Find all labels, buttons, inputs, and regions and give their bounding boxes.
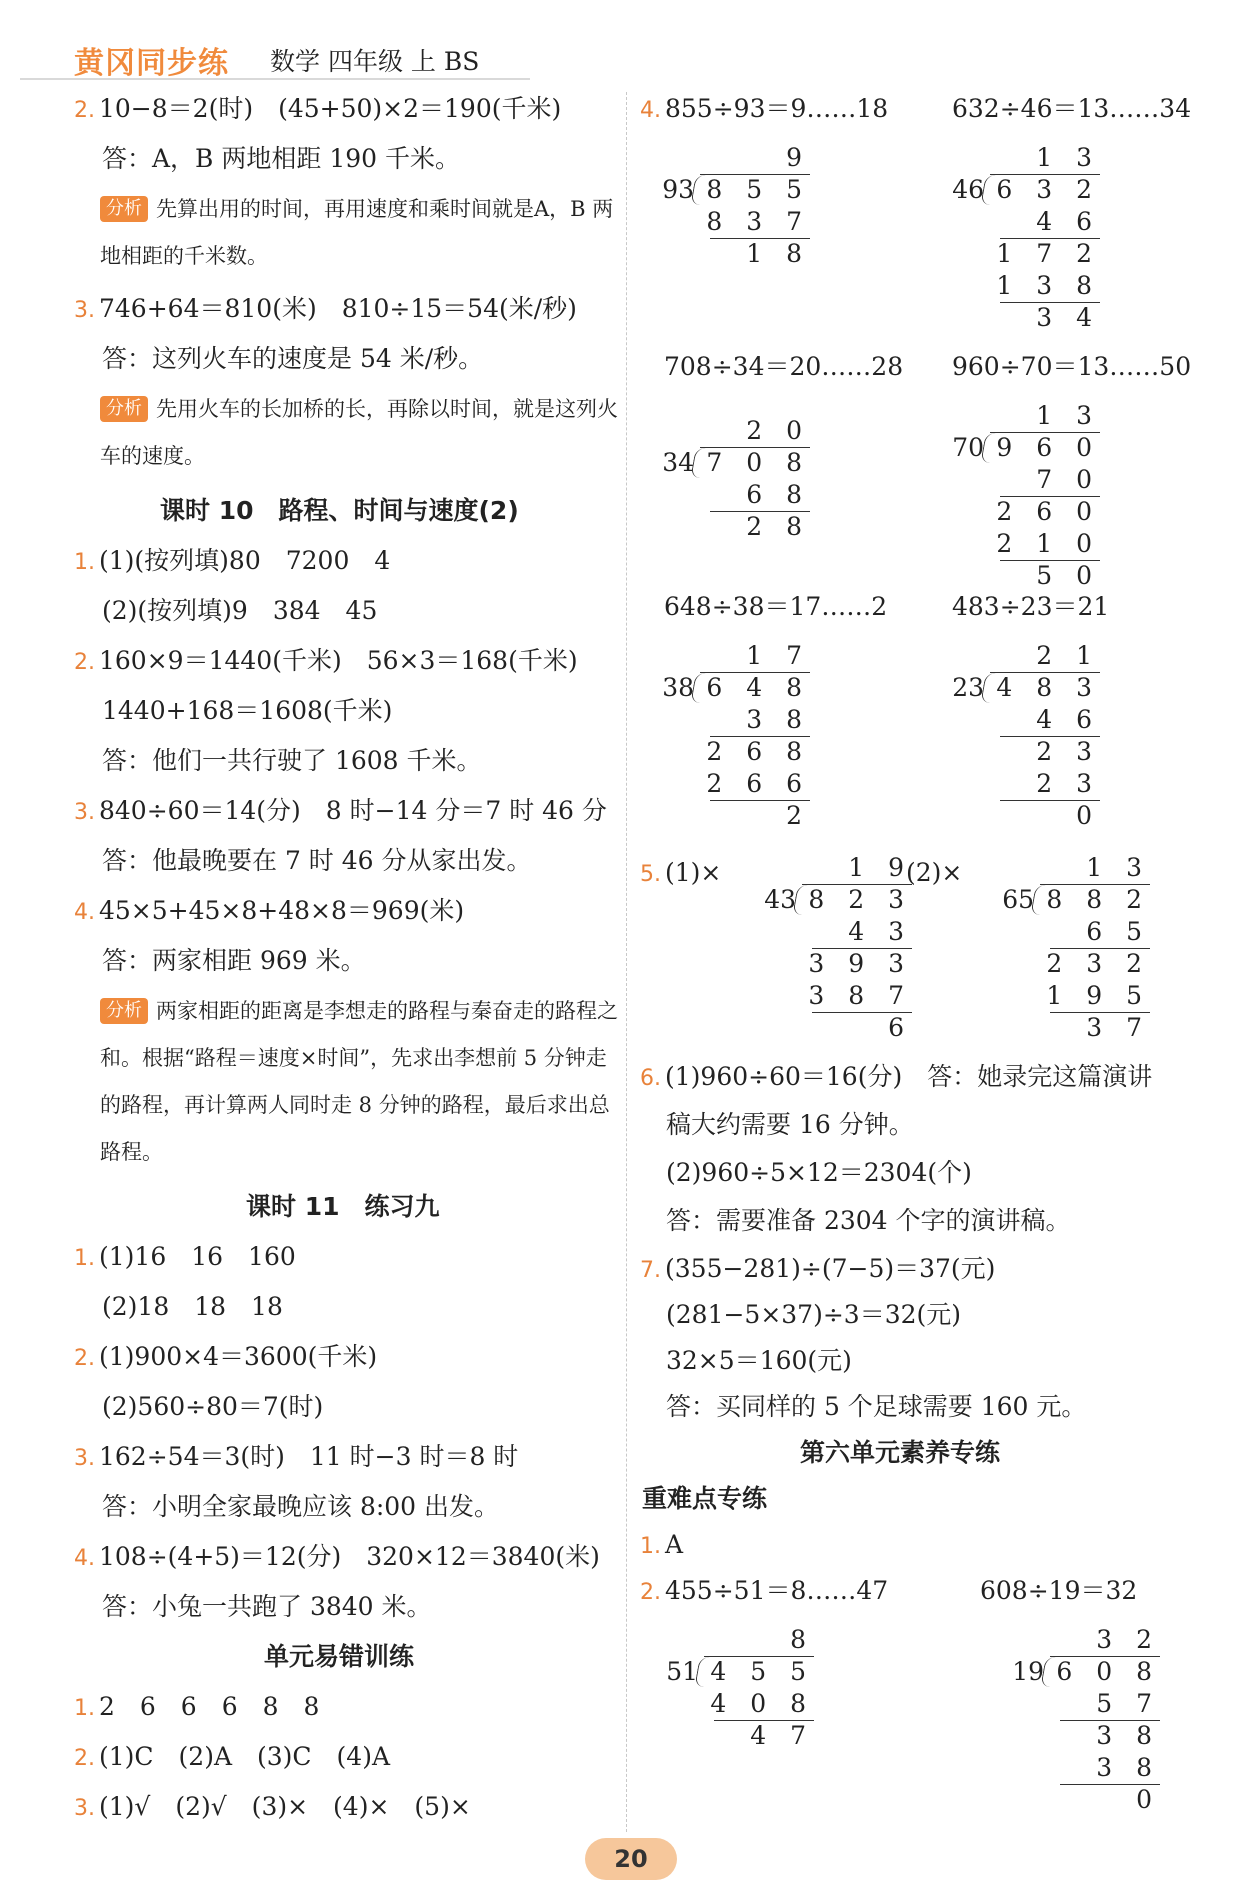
unit-error-heading: 单元易错训练 — [264, 1642, 415, 1671]
item-number: 3. — [74, 1446, 95, 1471]
answer-2 — [640, 1574, 888, 1610]
answer-text: (1)(按列填)80 7200 4 — [99, 546, 391, 575]
brand-logo: 黄冈同步练 — [74, 46, 229, 81]
dividend: 4 5 5 — [710, 1657, 814, 1686]
quotient: 3 2 — [1096, 1625, 1160, 1654]
answer-text: 2 6 6 6 8 8 — [99, 1692, 320, 1721]
remainder: 6 — [888, 1013, 912, 1042]
lesson-heading-11: 课时 11 练习九 — [246, 1192, 440, 1221]
answer-text: 746+64＝810(米) 810÷15＝54(米/秒) — [99, 294, 577, 323]
answer-text: (2)18 18 18 — [102, 1292, 283, 1321]
analysis-box — [100, 186, 620, 280]
answer-text: 答：这列火车的速度是 54 米/秒。 — [102, 344, 484, 373]
dividend: 7 0 8 — [706, 448, 810, 477]
quotient: 2 1 — [1036, 641, 1100, 670]
answer-1 — [74, 544, 390, 580]
judgement: (1)× — [665, 858, 722, 887]
answer-1 — [74, 1240, 296, 1276]
equation: 483÷23＝21 — [952, 592, 1110, 621]
equation: 608÷19＝32 — [980, 1576, 1138, 1605]
answer-text: 答：A，B 两地相距 190 千米。 — [102, 144, 460, 173]
item-number: 1. — [640, 1534, 661, 1559]
divisor: 34 — [662, 448, 694, 477]
analysis-box — [100, 988, 620, 1176]
remainder: 1 8 — [746, 239, 810, 268]
answer-2 — [74, 644, 578, 680]
dividend: 8 5 5 — [706, 175, 810, 204]
remainder: 1 7 2 — [996, 239, 1100, 268]
answer-3 — [74, 1790, 471, 1826]
answer-text: (1)C (2)A (3)C (4)A — [99, 1742, 391, 1771]
answer-2 — [74, 92, 561, 128]
quotient: 1 9 — [848, 853, 912, 882]
divisor: 23 — [952, 673, 984, 702]
answer-text: 108÷(4+5)＝12(分) 320×12＝3840(米) — [99, 1542, 600, 1571]
subtrahend: 4 6 — [1036, 705, 1100, 734]
answer-text: 10−8＝2(时) (45+50)×2＝190(千米) — [99, 94, 562, 123]
divisor: 38 — [662, 673, 694, 702]
subtrahend: 3 8 7 — [808, 981, 912, 1010]
quotient: 2 0 — [746, 416, 810, 445]
answer-2 — [74, 1740, 390, 1776]
judgement: (2)× — [906, 858, 963, 887]
remainder: 4 7 — [750, 1721, 814, 1750]
subtrahend: 3 8 — [746, 705, 810, 734]
remainder: 0 — [1076, 801, 1100, 830]
unit-six-heading: 第六单元素养专练 — [800, 1438, 1001, 1467]
analysis-box — [100, 386, 620, 480]
subtrahend: 2 1 0 — [996, 529, 1100, 558]
divisor: 70 — [952, 433, 984, 462]
dividend: 6 3 2 — [996, 175, 1100, 204]
answer-text: (2)960÷5×12＝2304(个) — [666, 1158, 972, 1187]
answer-text: (1)960÷60＝16(分) 答：她录完这篇演讲 — [665, 1062, 1153, 1091]
remainder: 2 8 — [746, 512, 810, 541]
answer-text: 答：小兔一共跑了 3840 米。 — [102, 1592, 432, 1621]
answer-4 — [74, 894, 464, 930]
equation: 632÷46＝13……34 — [952, 94, 1192, 123]
answer-7 — [640, 1252, 995, 1288]
analysis-tag: 分析 — [100, 196, 148, 222]
remainder: 2 6 8 — [706, 737, 810, 766]
item-number: 2. — [74, 1746, 95, 1771]
remainder: 5 0 — [1036, 561, 1100, 590]
item-number: 5. — [640, 862, 661, 887]
answer-3 — [74, 292, 577, 328]
subtrahend: 4 3 — [848, 917, 912, 946]
answer-text: (1)16 16 160 — [99, 1242, 296, 1271]
answer-text: 1440+168＝1608(千米) — [102, 696, 393, 725]
divisor: 93 — [662, 175, 694, 204]
item-number: 4. — [74, 1546, 95, 1571]
answer-text: 32×5＝160(元) — [666, 1346, 852, 1375]
divisor: 19 — [1012, 1657, 1044, 1686]
item-number: 3. — [74, 298, 95, 323]
remainder: 3 8 — [1096, 1721, 1160, 1750]
equation: 708÷34＝20……28 — [664, 352, 904, 381]
subtrahend: 2 3 — [1036, 769, 1100, 798]
analysis-tag: 分析 — [100, 396, 148, 422]
answer-5 — [640, 856, 721, 892]
remainder: 2 3 — [1036, 737, 1100, 766]
item-number: 2. — [74, 1346, 95, 1371]
analysis-text: 先用火车的长加桥的长，再除以时间，就是这列火车的速度。 — [100, 397, 618, 468]
answer-3 — [74, 794, 607, 830]
equation: 455÷51＝8……47 — [665, 1576, 889, 1605]
answer-text: 45×5+45×8+48×8＝969(米) — [99, 896, 465, 925]
dividend: 6 4 8 — [706, 673, 810, 702]
remainder: 2 3 2 — [1046, 949, 1150, 978]
answer-text: 答：需要准备 2304 个字的演讲稿。 — [666, 1206, 1071, 1235]
quotient: 1 3 — [1036, 143, 1100, 172]
subtrahend: 5 7 — [1096, 1689, 1160, 1718]
column-divider — [626, 92, 627, 1832]
remainder: 3 7 — [1086, 1013, 1150, 1042]
item-number: 2. — [74, 98, 95, 123]
equation: 960÷70＝13……50 — [952, 352, 1192, 381]
item-number: 6. — [640, 1066, 661, 1091]
subject-title: 数学 四年级 上 BS — [270, 47, 480, 76]
subtrahend: 1 9 5 — [1046, 981, 1150, 1010]
quotient: 9 — [786, 143, 810, 172]
answer-text: 答：买同样的 5 个足球需要 160 元。 — [666, 1392, 1087, 1421]
quotient: 1 3 — [1086, 853, 1150, 882]
quotient: 8 — [790, 1625, 814, 1654]
item-number: 2. — [640, 1580, 661, 1605]
remainder: 2 6 0 — [996, 497, 1100, 526]
subtrahend: 4 6 — [1036, 207, 1100, 236]
page-number: 20 — [585, 1838, 677, 1880]
quotient: 1 7 — [746, 641, 810, 670]
answer-text: 840÷60＝14(分) 8 时−14 分＝7 时 46 分 — [99, 796, 607, 825]
item-number: 4. — [74, 900, 95, 925]
answer-text: 答：他们一共行驶了 1608 千米。 — [102, 746, 482, 775]
subtrahend: 7 0 — [1036, 465, 1100, 494]
divisor: 46 — [952, 175, 984, 204]
lesson-heading-10: 课时 10 路程、时间与速度(2) — [160, 496, 519, 525]
answer-text: (1)900×4＝3600(千米) — [99, 1342, 378, 1371]
analysis-text: 两家相距的距离是李想走的路程与秦奋走的路程之和。根据“路程＝速度×时间”，先求出李想前 5 分钟走的路程，再计算两人同时走 8 分钟的路程，最后求出总路程。 — [100, 999, 618, 1164]
divisor: 65 — [1002, 885, 1034, 914]
item-number: 4. — [640, 98, 661, 123]
answer-1 — [74, 1690, 319, 1726]
answer-4 — [74, 1540, 600, 1576]
subtrahend: 3 8 — [1096, 1753, 1160, 1782]
item-number: 7. — [640, 1258, 661, 1283]
remainder: 3 9 3 — [808, 949, 912, 978]
answer-text: (355−281)÷(7−5)＝37(元) — [665, 1254, 996, 1283]
answer-3 — [74, 1440, 518, 1476]
answer-text: 162÷54＝3(时) 11 时−3 时＝8 时 — [99, 1442, 519, 1471]
item-number: 2. — [74, 650, 95, 675]
subtrahend: 6 5 — [1086, 917, 1150, 946]
subtrahend: 2 6 6 — [706, 769, 810, 798]
dividend: 6 0 8 — [1056, 1657, 1160, 1686]
remainder: 2 — [786, 801, 810, 830]
item-number: 1. — [74, 550, 95, 575]
item-number: 3. — [74, 800, 95, 825]
quotient: 1 3 — [1036, 401, 1100, 430]
answer-text: A — [665, 1530, 684, 1559]
answer-text: (281−5×37)÷3＝32(元) — [666, 1300, 962, 1329]
answer-text: (1)√ (2)√ (3)× (4)× (5)× — [99, 1792, 471, 1821]
dividend: 8 2 3 — [808, 885, 912, 914]
dividend: 4 8 3 — [996, 673, 1100, 702]
answer-text: 答：小明全家最晚应该 8:00 出发。 — [102, 1492, 500, 1521]
answer-text: 答：他最晚要在 7 时 46 分从家出发。 — [102, 846, 532, 875]
remainder: 3 4 — [1036, 303, 1100, 332]
subtrahend: 6 8 — [746, 480, 810, 509]
item-number: 1. — [74, 1696, 95, 1721]
answer-text: 答：两家相距 969 米。 — [102, 946, 366, 975]
remainder: 0 — [1136, 1785, 1160, 1814]
subtrahend: 1 3 8 — [996, 271, 1100, 300]
answer-text: 稿大约需要 16 分钟。 — [666, 1110, 914, 1139]
key-points-heading: 重难点专练 — [642, 1484, 768, 1513]
dividend: 8 8 2 — [1046, 885, 1150, 914]
subtrahend: 8 3 7 — [706, 207, 810, 236]
dividend: 9 6 0 — [996, 433, 1100, 462]
item-number: 1. — [74, 1246, 95, 1271]
equation: 648÷38＝17……2 — [664, 592, 888, 621]
analysis-text: 先算出用的时间，再用速度和乘时间就是A，B 两地相距的千米数。 — [100, 197, 614, 268]
subtrahend: 4 0 8 — [710, 1689, 814, 1718]
answer-1 — [640, 1528, 683, 1564]
equation: 855÷93＝9……18 — [665, 94, 889, 123]
analysis-tag: 分析 — [100, 998, 148, 1024]
divisor: 51 — [666, 1657, 698, 1686]
answer-text: (2)560÷80＝7(时) — [102, 1392, 324, 1421]
answer-text: 160×9＝1440(千米) 56×3＝168(千米) — [99, 646, 578, 675]
divisor: 43 — [764, 885, 796, 914]
answer-6 — [640, 1060, 1152, 1096]
item-number: 3. — [74, 1796, 95, 1821]
answer-text: (2)(按列填)9 384 45 — [102, 596, 378, 625]
header-rule — [20, 78, 530, 80]
answer-2 — [74, 1340, 377, 1376]
answer-4 — [640, 92, 888, 128]
